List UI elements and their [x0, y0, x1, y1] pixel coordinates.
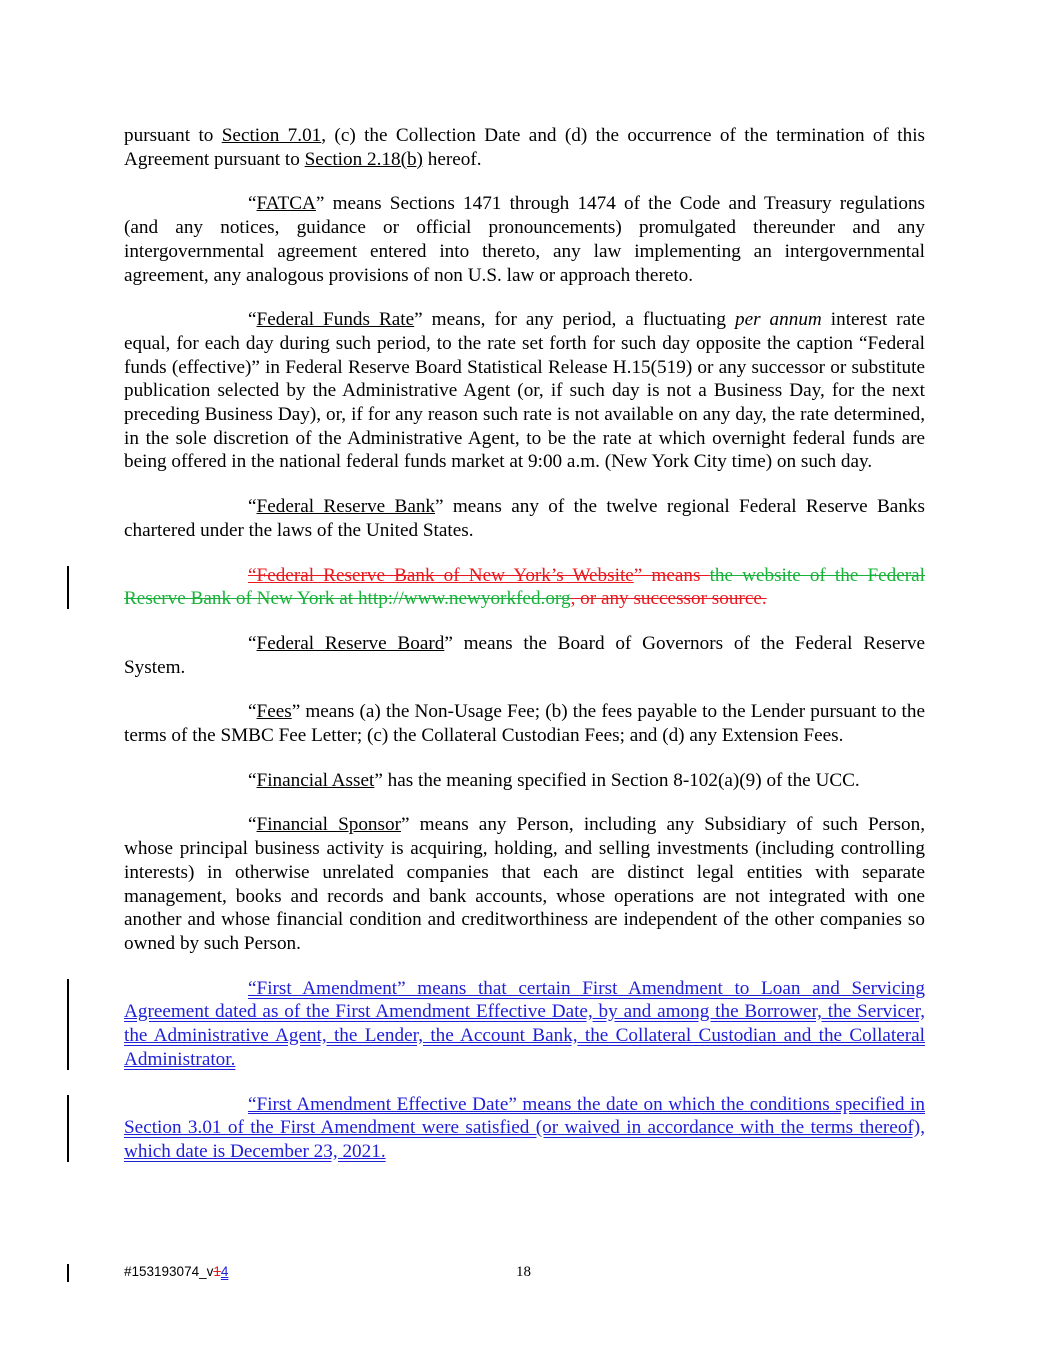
- paragraph: [124, 1093, 925, 1164]
- defined-term: Section 2.18(b): [304, 148, 423, 170]
- change-bar: [67, 1095, 69, 1162]
- paragraph: [124, 124, 925, 171]
- defined-term: Financial Asset: [256, 769, 375, 791]
- text-run: “: [248, 814, 257, 836]
- page-footer: [0, 1264, 1055, 1284]
- tracked-change-text: per annum: [734, 309, 822, 331]
- defined-term: Federal Funds Rate: [256, 309, 415, 331]
- document-id: [124, 1264, 228, 1279]
- paragraph: [124, 700, 925, 747]
- text-run: ” means the Board of Governors of the Federal Reserve System.: [124, 632, 925, 678]
- paragraph: [124, 192, 925, 287]
- text-run: “: [248, 701, 257, 723]
- doc-id-prefix: #153193074_v: [124, 1264, 214, 1279]
- paragraph: [124, 977, 925, 1072]
- text-run: ” means any Person, including any Subsidiary of such Person, whose principal business activity is acquiring, holding, and selling investments (including controlling interests) in otherwise unrelated companies that each are distinct legal entities with separate management, books and records and bank accounts, whose operations are not integrated with one another and whose financial condition and creditworthiness are independent of the other companies so owned by such Person.: [124, 814, 925, 954]
- doc-id-inserted-version: 4: [220, 1264, 229, 1279]
- text-run: , (c) the Collection Date and (d) the occurrence of the termination of this Agreement pursuant to: [124, 125, 925, 170]
- page-number: 18: [516, 1264, 531, 1280]
- tracked-change-text: “First Amendment” means that certain First Amendment to Loan and Servicing Agreement dated as of the First Amendment Effective Date, by and among the Borrower, the Servicer, the Administrative Agent, the Lender, the Account Bank, the Collateral Custodian and the Collateral Administrator.: [124, 977, 925, 1070]
- text-run: pursuant to: [124, 125, 222, 146]
- text-run: interest rate equal, for each day during such period, to the rate set forth for such day opposite the caption “Federal funds (effective)” in Federal Reserve Board Statistical Release H.15(519) or any successor or substitute publication selected by the Administrative Agent (or, if such day is not a Business Day, for the next preceding Business Day), or, if for any reason such rate is not available on any day, the rate determined, in the sole discretion of the Administrative Agent, to be the rate at which overnight federal funds are being offered in the national federal funds market at 9:00 a.m. (New York City time) on such day.: [124, 309, 925, 473]
- change-bar: [67, 979, 69, 1070]
- paragraph: [124, 308, 925, 474]
- change-bar: [67, 1264, 69, 1282]
- paragraph: [124, 495, 925, 542]
- defined-term: Fees: [256, 701, 292, 723]
- text-run: ” means Sections 1471 through 1474 of the Code and Treasury regulations (and any notices, guidance or official pronouncements) promulgated thereunder and any intergovernmental agreement entered into thereto, any law implementing an intergovernmental agreement, any analogous provisions of non U.S. law or approach thereto.: [124, 193, 925, 286]
- paragraph: [124, 632, 925, 679]
- text-run: ” means, for any period, a fluctuating: [414, 309, 735, 331]
- text-run: “: [248, 309, 257, 331]
- text-run: hereof.: [422, 148, 482, 170]
- tracked-change-text: the website of the Federal Reserve Bank of New York at http://www.newyorkfed.org: [124, 564, 926, 610]
- text-run: ” means (a) the Non-Usage Fee; (b) the fees payable to the Lender pursuant to the terms of the SMBC Fee Letter; (c) the Collateral Custodian Fees; and (d) any Extension Fees.: [124, 701, 925, 747]
- defined-term: FATCA: [256, 193, 316, 215]
- tracked-change-text: ” means: [633, 564, 710, 586]
- change-bar: [67, 566, 69, 609]
- text-run: ” means any of the twelve regional Federal Reserve Banks chartered under the laws of the United States.: [124, 496, 925, 541]
- defined-term: Financial Sponsor: [256, 814, 401, 836]
- text-run: “: [248, 632, 257, 654]
- document-body: [124, 124, 925, 1185]
- defined-term: Federal Reserve Board: [256, 632, 445, 654]
- doc-id-deleted-version: 1: [213, 1264, 221, 1279]
- paragraph: [124, 813, 925, 955]
- defined-term: Section 7.01: [221, 125, 322, 146]
- paragraph: [124, 769, 925, 793]
- text-run: “: [248, 496, 257, 518]
- text-run: “: [248, 193, 257, 215]
- defined-term: Federal Reserve Bank: [256, 496, 436, 518]
- text-run: ” has the meaning specified in Section 8-102(a)(9) of the UCC.: [374, 769, 860, 791]
- text-run: “: [248, 769, 257, 791]
- tracked-change-text: “Federal Reserve Bank of New York’s Website: [248, 564, 634, 586]
- tracked-change-text: “First Amendment Effective Date” means the date on which the conditions specified in Section 3.01 of the First Amendment were satisfied (or waived in accordance with the terms thereof), which date is December 23, 2021.: [124, 1093, 925, 1162]
- tracked-change-text: , or any successor source.: [570, 588, 767, 610]
- paragraph: [124, 564, 925, 611]
